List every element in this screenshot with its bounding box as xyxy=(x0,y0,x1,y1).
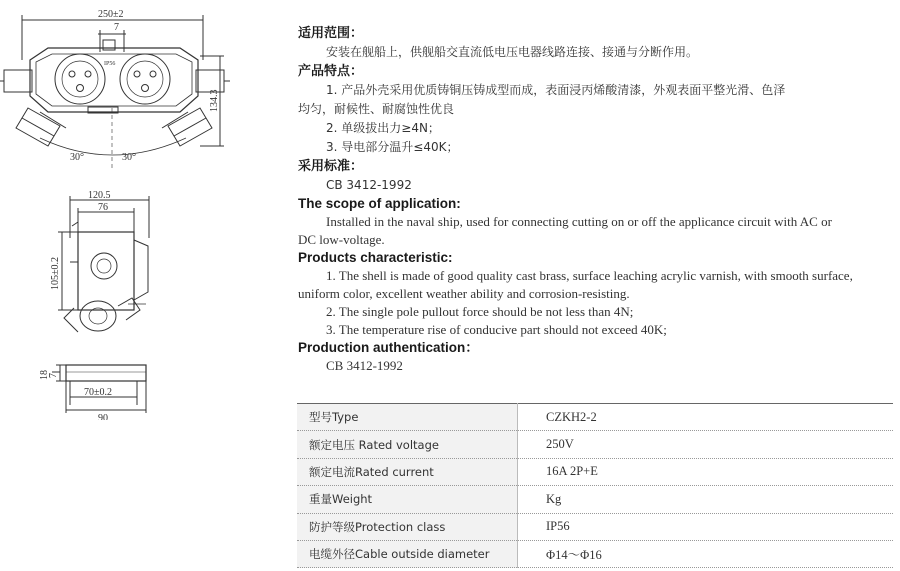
dim-side-inner: 76 xyxy=(98,202,108,213)
en-scope-text-cont: DC low-voltage. xyxy=(298,232,385,247)
dim-base-h1: 18 xyxy=(39,370,50,380)
table-row xyxy=(297,486,893,513)
dim-top-gap: 7 xyxy=(114,22,119,33)
en-auth-heading: Production authentication： xyxy=(298,340,479,355)
dim-side-height: 105±0.2 xyxy=(50,257,61,290)
en-products-heading: Products characteristic: xyxy=(298,250,453,265)
top-view-drawing xyxy=(0,15,230,168)
table-row xyxy=(297,540,893,567)
spec-label: 防护等级Protection class xyxy=(297,513,518,540)
en-scope-text: Installed in the naval ship, used for connecting cutting on or off the applicance circuit with AC or xyxy=(326,214,832,229)
zh-standard-heading: 采用标准： xyxy=(298,159,364,174)
table-row xyxy=(297,513,893,540)
spec-value: Kg xyxy=(518,486,894,513)
dim-angle-right: 30° xyxy=(122,152,136,163)
en-auth-text: CB 3412-1992 xyxy=(326,358,403,373)
table-row xyxy=(297,431,893,458)
zh-feature-2: 2. 单级拔出力≥4N； xyxy=(326,121,440,135)
en-product-2: 2. The single pole pullout force should be not less than 4N; xyxy=(326,304,634,319)
table-row xyxy=(297,404,893,431)
spec-value: 250V xyxy=(518,431,894,458)
spec-value: CZKH2-2 xyxy=(518,404,894,431)
spec-label: 型号Type xyxy=(297,404,518,431)
spec-label: 电缆外径Cable outside diameter xyxy=(297,540,518,567)
zh-scope-text: 安装在舰船上，供舰船交直流低电压电器线路连接、接通与分断作用。 xyxy=(326,45,699,59)
spec-value: 16A 2P+E xyxy=(518,458,894,485)
zh-feature-1: 1. 产品外壳采用优质铸铜压铸成型而成，表面浸丙烯酸清漆，外观表面平整光滑、色泽 xyxy=(326,83,786,97)
zh-features-heading: 产品特点： xyxy=(298,64,364,79)
description-column xyxy=(298,24,898,375)
dim-top-height: 134.3 xyxy=(209,89,220,112)
zh-standard-text: CB 3412-1992 xyxy=(326,178,412,192)
spec-label: 重量Weight xyxy=(297,486,518,513)
en-product-3: 3. The temperature rise of conducive part should not exceed 40K; xyxy=(326,322,667,337)
spec-value: IP56 xyxy=(518,513,894,540)
dim-angle-left: 30° xyxy=(70,152,84,163)
dim-top-width: 250±2 xyxy=(98,9,124,20)
table-row xyxy=(297,458,893,485)
zh-scope-heading: 适用范围： xyxy=(298,26,364,41)
dim-base-inner: 70±0.2 xyxy=(84,387,112,398)
spec-value: Φ14～Φ16 xyxy=(518,540,894,567)
dim-base-width: 90 xyxy=(98,413,108,420)
zh-feature-1-cont: 均匀，耐候性、耐腐蚀性优良 xyxy=(298,102,455,116)
spec-label: 额定电流Rated current xyxy=(297,458,518,485)
en-product-1-cont: uniform color, excellent weather ability and corrosion-resisting. xyxy=(298,286,630,301)
en-scope-heading: The scope of application: xyxy=(298,196,461,211)
spec-table xyxy=(297,403,893,568)
ip-mark: IP56 xyxy=(104,61,116,67)
side-view-drawing xyxy=(58,196,149,332)
en-product-1: 1. The shell is made of good quality cast brass, surface leaching acrylic varnish, with smooth surface, xyxy=(326,268,853,283)
zh-feature-3: 3. 导电部分温升≤40K； xyxy=(326,140,459,154)
dim-base-h2: 7 xyxy=(48,373,59,378)
spec-label: 额定电压 Rated voltage xyxy=(297,431,518,458)
dim-side-width: 120.5 xyxy=(88,190,111,201)
technical-drawings xyxy=(0,0,280,420)
